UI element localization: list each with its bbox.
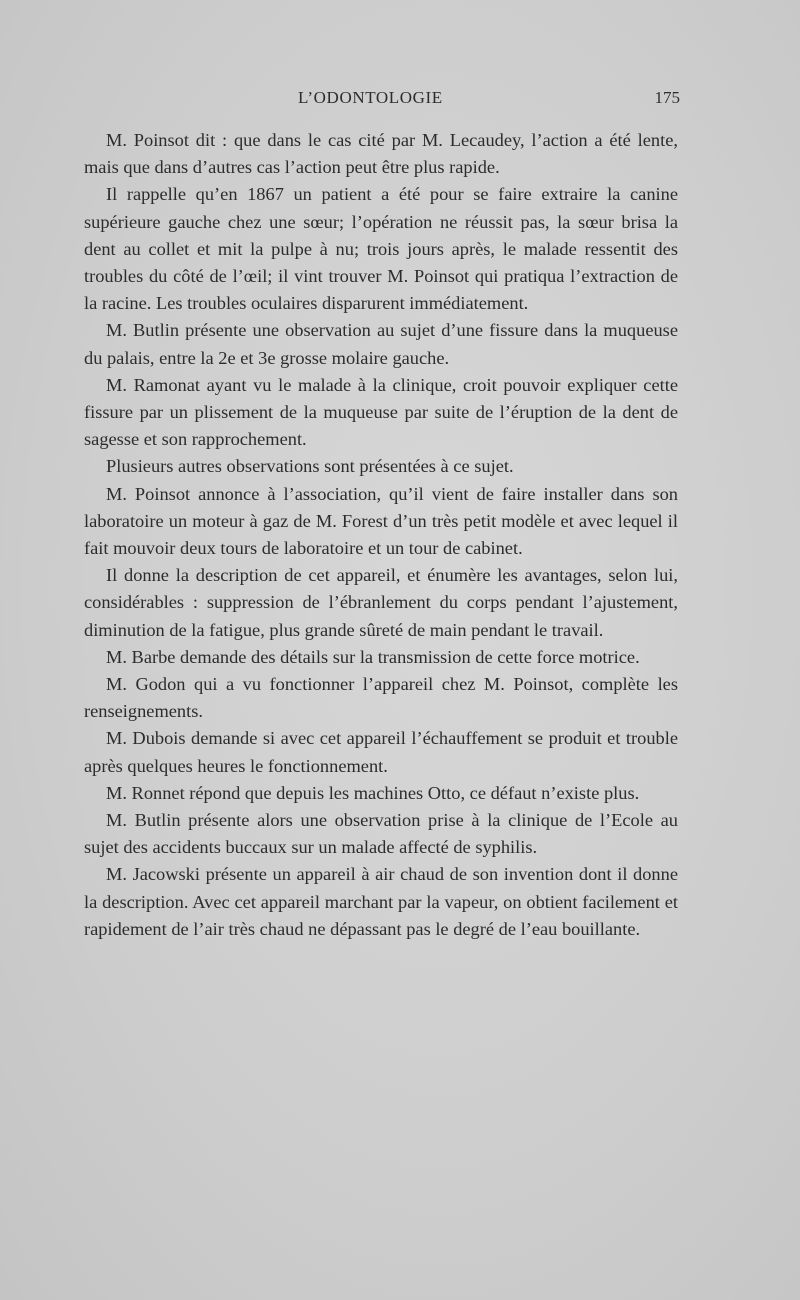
body-text (84, 127, 678, 943)
paragraph: M. Godon qui a vu fonctionner l’appareil chez M. Poinsot, complète les renseignements. (84, 674, 678, 722)
paragraph: M. Butlin présente alors une observation prise à la clinique de l’Ecole au sujet des accidents buccaux sur un malade affecté de syphilis. (84, 810, 678, 858)
paragraph: M. Jacowski présente un appareil à air chaud de son invention dont il donne la description. Avec cet appareil marchant par la vapeur, on obtient facilement et rapidement de l’air très chaud ne dépassant pas le degré de l’eau bouillante. (84, 864, 678, 939)
page-number: 175 (654, 88, 680, 107)
paragraph: M. Ronnet répond que depuis les machines Otto, ce défaut n’existe plus. (106, 782, 640, 803)
paragraph: M. Ramonat ayant vu le malade à la clinique, croit pouvoir expliquer cette fissure par un plissement de la muqueuse par suite de l’éruption de la dent de sagesse et son rapprochement. (84, 374, 678, 450)
paragraph: M. Dubois demande si avec cet appareil l’échauffement se produit et trouble après quelques heures le fonctionnement. (84, 728, 678, 776)
paragraph: Plusieurs autres observations sont présentées à ce sujet. (106, 456, 514, 477)
paragraph: Il donne la description de cet appareil, et énumère les avantages, selon lui, considérables : suppression de l’ébranlement du corps pendant l’ajustement, diminution de la fatigue, plus grande sûreté de main pendant le travail. (84, 565, 678, 640)
journal-title: L’ODONTOLOGIE (298, 88, 443, 107)
paragraph: M. Butlin présente une observation au sujet d’une fissure dans la muqueuse du palais, entre la 2e et 3e grosse molaire gauche. (84, 320, 678, 368)
running-head (84, 88, 680, 116)
paragraph: M. Barbe demande des détails sur la transmission de cette force motrice. (106, 646, 640, 667)
paragraph: Il rappelle qu’en 1867 un patient a été pour se faire extraire la canine supérieure gauche chez une sœur; l’opération ne réussit pas, la sœur brisa la dent au collet et mit la pulpe à nu; trois jours après, le malade ressentit des troubles du côté de l’œil; il vint trouver M. Poinsot qui pratiqua l’extraction de la racine. Les troubles oculaires disparurent immédiatement. (84, 184, 678, 314)
paragraph: M. Poinsot annonce à l’association, qu’il vient de faire installer dans son laboratoire un moteur à gaz de M. Forest d’un très petit modèle et avec lequel il fait mouvoir deux tours de laboratoire et un tour de cabinet. (84, 483, 678, 559)
paragraph: M. Poinsot dit : que dans le cas cité par M. Lecaudey, l’action a été lente, mais que dans d’autres cas l’action peut être plus rapide. (84, 130, 678, 178)
